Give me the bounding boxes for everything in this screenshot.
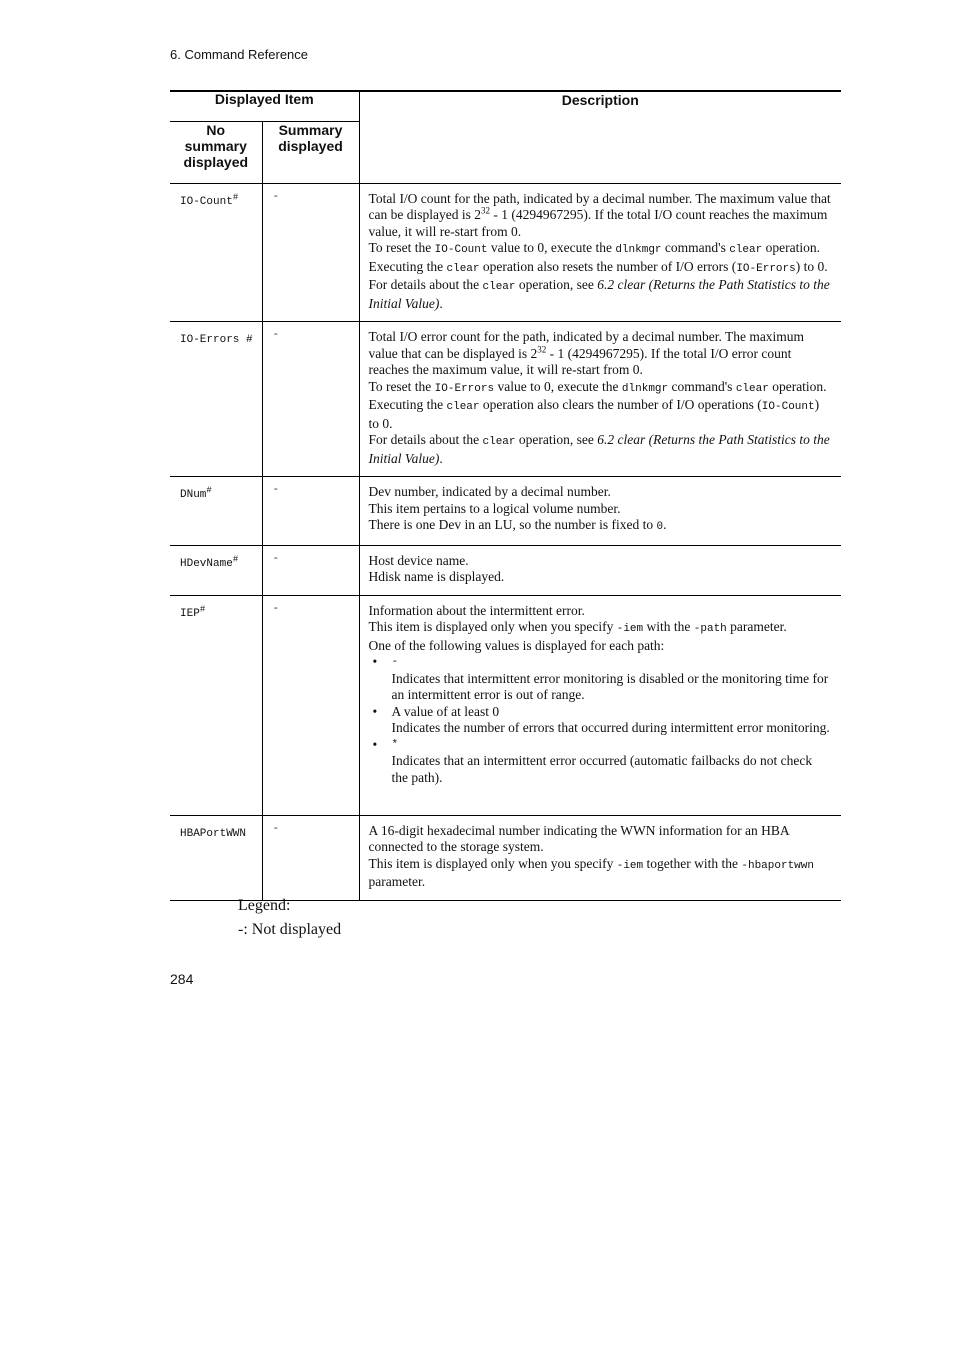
table-row xyxy=(170,322,841,477)
table-row xyxy=(170,183,841,322)
displayed-items-table xyxy=(170,90,841,901)
list-item: • * Indicates that an intermittent error occurred (automatic failbacks do not check the path). xyxy=(372,736,813,785)
item-io-count: IO-Count# xyxy=(170,183,262,322)
summary-cell: - xyxy=(262,545,359,595)
description-cell: Host device name. Hdisk name is displayed. xyxy=(359,545,841,595)
summary-cell: - xyxy=(262,815,359,900)
summary-cell: - xyxy=(262,322,359,477)
item-hdevname: HDevName# xyxy=(170,545,262,595)
table-row xyxy=(170,815,841,900)
legend-title: Legend: xyxy=(238,897,291,914)
list-item: • A value of at least 0 Indicates the number of errors that occurred during intermittent error monitoring. xyxy=(372,703,830,735)
description-cell: A 16-digit hexadecimal number indicating the WWN information for an HBA connected to the storage system. This item is displayed only when you specify -iem together with the -hbaportwwn parameter. xyxy=(359,815,841,900)
item-hbaportwwn: HBAPortWWN xyxy=(170,815,262,900)
table-row xyxy=(170,477,841,546)
legend xyxy=(238,894,341,942)
header-summary: Summary displayed xyxy=(262,121,359,183)
summary-cell: - xyxy=(262,477,359,546)
section-header: 6. Command Reference xyxy=(170,47,309,62)
description-cell: Information about the intermittent error. This item is displayed only when you specify -iem with the -path parameter. One of the following values is displayed for each path: • - Indicates that intermittent error monitoring is disabled or the monitoring time for an intermittent error is out of range. • A value of at least 0 Indicates the number of errors that occurred during intermittent error monitoring. • * Indicates that an intermittent error occurred (automatic failbacks do not check the path). xyxy=(359,595,841,815)
description-cell: Total I/O count for the path, indicated by a decimal number. The maximum value that can be displayed is $2^{32} - 1$ (4294967295). If the total I/O count reaches the maximum value, it will re-start from 0. To reset the IO-Count value to 0, execute the dlnkmgr command's clear operation. Executing the clear operation also resets the number of I/O errors (IO-Errors) to 0. For details about the clear operation, see 6.2 clear (Returns the Path Statistics to the Initial Value). xyxy=(359,183,841,322)
table-row xyxy=(170,595,841,815)
list-item: • - Indicates that intermittent error monitoring is disabled or the monitoring time for an intermittent error is out of range. xyxy=(372,654,829,702)
page-number: 284 xyxy=(170,971,194,987)
header-displayed-item: Displayed Item xyxy=(170,91,359,121)
header-description: Description xyxy=(359,91,841,183)
description-cell: Dev number, indicated by a decimal number. This item pertains to a logical volume number. There is one Dev in an LU, so the number is fixed to 0. xyxy=(359,477,841,546)
description-cell: Total I/O error count for the path, indicated by a decimal number. The maximum value that can be displayed is $2^{32} - 1$ (4294967295). If the total I/O error count reaches the maximum value, it will re-start from 0. To reset the IO-Errors value to 0, execute the dlnkmgr command's clear operation. Executing the clear operation also clears the number of I/O operations (IO-Count) to 0. For details about the clear operation, see 6.2 clear (Returns the Path Statistics to the Initial Value). xyxy=(359,322,841,477)
table-row xyxy=(170,545,841,595)
legend-entry: -: Not displayed xyxy=(238,921,342,938)
summary-cell: - xyxy=(262,595,359,815)
item-dnum: DNum# xyxy=(170,477,262,546)
header-no-summary: No summary displayed xyxy=(170,121,262,183)
item-io-errors: IO-Errors # xyxy=(170,322,262,477)
summary-cell: - xyxy=(262,183,359,322)
item-iep: IEP# xyxy=(170,595,262,815)
